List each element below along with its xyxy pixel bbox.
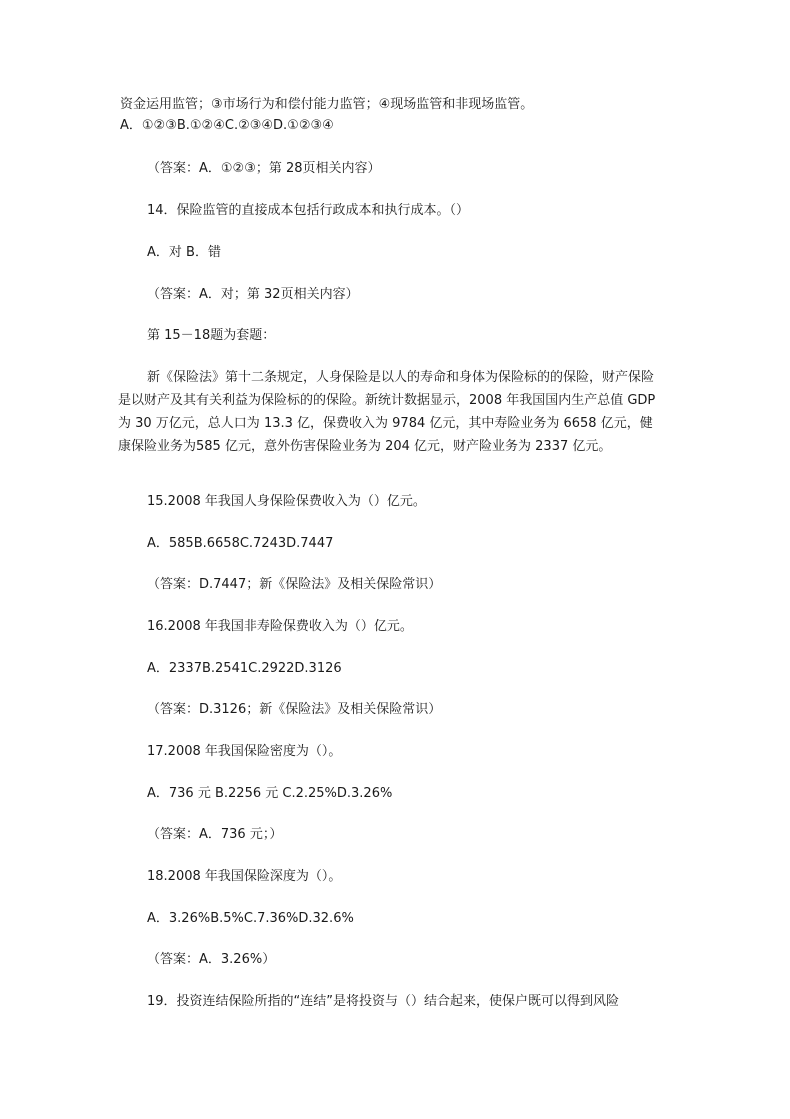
q19-question: 19．投资连结保险所指的“连结”是将投资与（）结合起来，使保户既可以得到风险 (147, 994, 620, 1009)
q15-options: A．585B.6658C.7243D.7447 (147, 536, 334, 551)
q17-question: 17.2008 年我国保险密度为（）。 (147, 744, 342, 759)
q17-answer: （答案：A．736 元；） (147, 827, 283, 842)
q15-answer: （答案：D.7447；新《保险法》及相关保险常识） (147, 577, 442, 592)
q17-options: A．736 元 B.2256 元 C.2.25%D.3.26% (147, 786, 393, 801)
intro-options: A．①②③B.①②④C.②③④D.①②③④ (120, 118, 334, 133)
q16-options: A．2337B.2541C.2922D.3126 (147, 661, 342, 676)
intro-continuation: 资金运用监管；③市场行为和偿付能力监管；④现场监管和非现场监管。 (120, 97, 534, 112)
q15-question: 15.2008 年我国人身保险保费收入为（）亿元。 (147, 494, 426, 509)
q14-answer: （答案：A．对；第 32页相关内容） (147, 287, 359, 302)
q14-question: 14．保险监管的直接成本包括行政成本和执行成本。（） (147, 203, 470, 218)
q18-question: 18.2008 年我国保险深度为（）。 (147, 869, 342, 884)
intro-answer: （答案：A．①②③；第 28页相关内容） (147, 161, 381, 176)
q16-question: 16.2008 年我国非寿险保费收入为（）亿元。 (147, 619, 413, 634)
q16-answer: （答案：D.3126；新《保险法》及相关保险常识） (147, 702, 442, 717)
q18-options: A．3.26%B.5%C.7.36%D.32.6% (147, 911, 354, 926)
set-heading: 第 15－18题为套题： (147, 328, 276, 343)
q14-options: A．对 B．错 (147, 245, 221, 260)
set-passage: 新《保险法》第十二条规定，人身保险是以人的寿命和身体为保险标的的保险，财产保险是以财产及其有关利益为保险标的的保险。新统计数据显示，2008 年我国国内生产总值 GDP 为 30 万亿元，总人口为 13.3 亿，保费收入为 9784 亿元，其中寿险业务为 6658 亿元，健康保险业务为585 亿元，意外伤害保险业务为 204 亿元，财产险业务为 2337 亿元。 (118, 370, 656, 454)
q18-answer: （答案：A．3.26%） (147, 952, 276, 967)
